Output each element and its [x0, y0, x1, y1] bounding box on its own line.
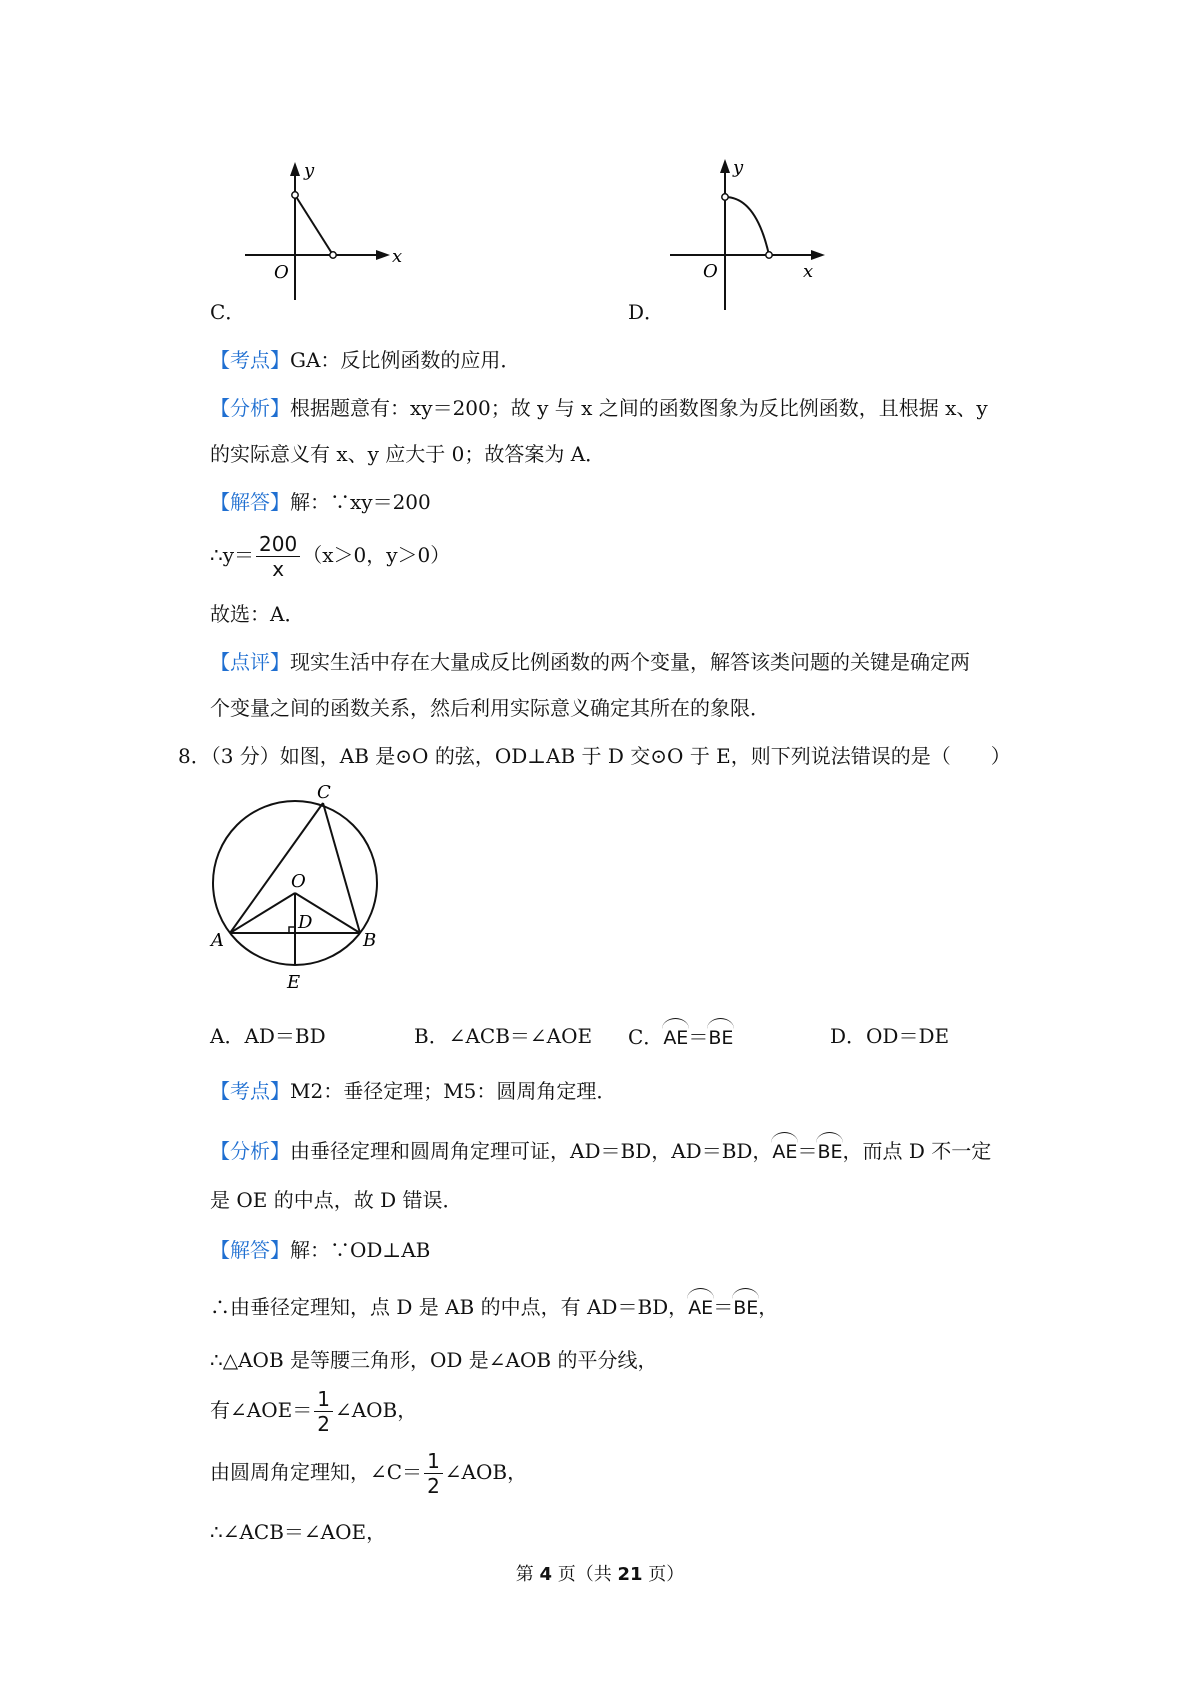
q8-kaodian-text: M2：垂径定理；M5：圆周角定理． [290, 1079, 617, 1103]
q8-option-c [628, 1018, 733, 1052]
q8-fenxi-arc-ae: AE [772, 1132, 797, 1166]
q8-jieda-line5-b: ∠AOB， [444, 1460, 528, 1484]
d-origin: O [703, 261, 718, 282]
q8-option-c-label: C． [628, 1025, 664, 1049]
q7-dianping [210, 648, 970, 676]
arc-ae: AE [663, 1018, 688, 1052]
fig-label-d: D [298, 912, 313, 933]
fig-label-e: E [287, 972, 301, 993]
q7-dianping-line1: 现实生活中存在大量成反比例函数的两个变量，解答该类问题的关键是确定两 [290, 650, 970, 674]
q8-fenxi-arc-be: BE [817, 1132, 842, 1166]
c-axis-y: y [304, 160, 315, 181]
arc-be: BE [708, 1018, 733, 1052]
q8-fenxi-line1-a: 由垂径定理和圆周角定理可证，AD＝BD，AD＝BD， [290, 1139, 773, 1163]
q7-frac-den: x [272, 557, 285, 581]
q8-frac2-num: 1 [424, 1449, 443, 1474]
q8-jieda [210, 1236, 430, 1264]
q7-jieda [210, 488, 431, 516]
footer-total-pages: 21 [617, 1564, 643, 1585]
q7-jieda-tag: 【解答】 [210, 490, 290, 514]
q8-jieda-tag: 【解答】 [210, 1238, 290, 1262]
q7-jieda-line2 [210, 528, 450, 582]
q7-fenxi-line2: 的实际意义有 x、y 应大于 0；故答案为 A． [210, 442, 606, 466]
q7-frac-num: 200 [256, 532, 300, 557]
q8-option-d: D．OD＝DE [830, 1024, 950, 1048]
q8-jieda-line4 [210, 1383, 417, 1437]
q7-kaodian [210, 346, 520, 374]
q8-circle-figure [205, 783, 395, 993]
option-d-graph [665, 155, 835, 320]
q8-kaodian [210, 1077, 616, 1105]
q8-jieda-arc-ae: AE [688, 1288, 713, 1322]
page-footer [0, 1560, 1200, 1586]
q8-jieda-line6: ∴∠ACB＝∠AOE， [210, 1520, 387, 1544]
q8-fenxi-line1-b: ，而点 D 不一定 [842, 1139, 992, 1163]
q8-jieda-line2-a: ∴由垂径定理知，点 D 是 AB 的中点，有 AD＝BD， [210, 1295, 689, 1319]
footer-page-number: 4 [539, 1564, 552, 1585]
q7-y-eq: ∴y＝ [210, 543, 255, 567]
q8-frac1-den: 2 [317, 1412, 330, 1436]
q7-dianping-line2: 个变量之间的函数关系，然后利用实际意义确定其所在的象限． [210, 696, 770, 720]
q8-jieda-line5 [210, 1445, 527, 1499]
arc-eq: ＝ [688, 1025, 709, 1049]
option-c-label: C． [210, 300, 246, 324]
c-origin: O [274, 262, 289, 283]
fig-label-o: O [291, 871, 306, 892]
q8-half-fraction-2 [424, 1449, 443, 1498]
q8-kaodian-tag: 【考点】 [210, 1079, 290, 1103]
q8-jieda-arc-be: BE [733, 1288, 758, 1322]
fig-label-b: B [363, 930, 377, 951]
q7-fenxi-line1: 根据题意有：xy＝200；故 y 与 x 之间的函数图象为反比例函数，且根据 x、y [290, 396, 988, 420]
q8-jieda-line4-b: ∠AOB， [334, 1398, 418, 1422]
q7-fenxi-tag: 【分析】 [210, 396, 290, 420]
q8-option-a: A．AD＝BD [210, 1024, 326, 1048]
option-d-label: D． [628, 300, 665, 324]
q8-jieda-arc-eq: ＝ [713, 1295, 734, 1319]
q7-kaodian-tag: 【考点】 [210, 348, 290, 372]
q7-jieda-line1: 解：∵xy＝200 [290, 490, 431, 514]
fig-label-c: C [317, 782, 331, 803]
q8-jieda-line2 [210, 1288, 778, 1322]
d-axis-y: y [733, 157, 744, 178]
q8-fenxi-arc-eq: ＝ [797, 1139, 818, 1163]
q8-stem: 8．（3 分）如图，AB 是⊙O 的弦，OD⊥AB 于 D 交⊙O 于 E，则下列说法错误的是（ ） [178, 744, 1011, 768]
footer-suffix: 页） [642, 1564, 685, 1585]
q8-half-fraction-1 [314, 1387, 333, 1436]
q7-condition: （x＞0，y＞0） [302, 543, 451, 567]
q8-fenxi [210, 1132, 991, 1166]
q8-fenxi-line2: 是 OE 的中点，故 D 错误． [210, 1188, 463, 1212]
fig-label-a: A [211, 930, 224, 951]
q8-jieda-line4-a: 有∠AOE＝ [210, 1398, 313, 1422]
q8-jieda-line3: ∴△AOB 是等腰三角形，OD 是∠AOB 的平分线， [210, 1348, 658, 1372]
q7-kaodian-text: GA：反比例函数的应用． [290, 348, 521, 372]
q8-frac2-den: 2 [427, 1474, 440, 1498]
q8-jieda-line5-a: 由圆周角定理知，∠C＝ [210, 1460, 423, 1484]
q8-fenxi-tag: 【分析】 [210, 1139, 290, 1163]
q7-jieda-line3: 故选：A． [210, 602, 305, 626]
q7-fenxi [210, 394, 988, 422]
d-axis-x: x [803, 261, 814, 282]
c-axis-x: x [392, 246, 403, 267]
q8-jieda-line2-b: ， [758, 1295, 779, 1319]
q8-option-b: B．∠ACB＝∠AOE [414, 1024, 593, 1048]
q7-dianping-tag: 【点评】 [210, 650, 290, 674]
footer-prefix: 第 [515, 1564, 540, 1585]
q7-fraction [256, 532, 300, 581]
option-c-graph [240, 160, 403, 310]
q8-frac1-num: 1 [314, 1387, 333, 1412]
footer-mid: 页（共 [552, 1564, 618, 1585]
q8-jieda-line1: 解：∵OD⊥AB [290, 1238, 431, 1262]
